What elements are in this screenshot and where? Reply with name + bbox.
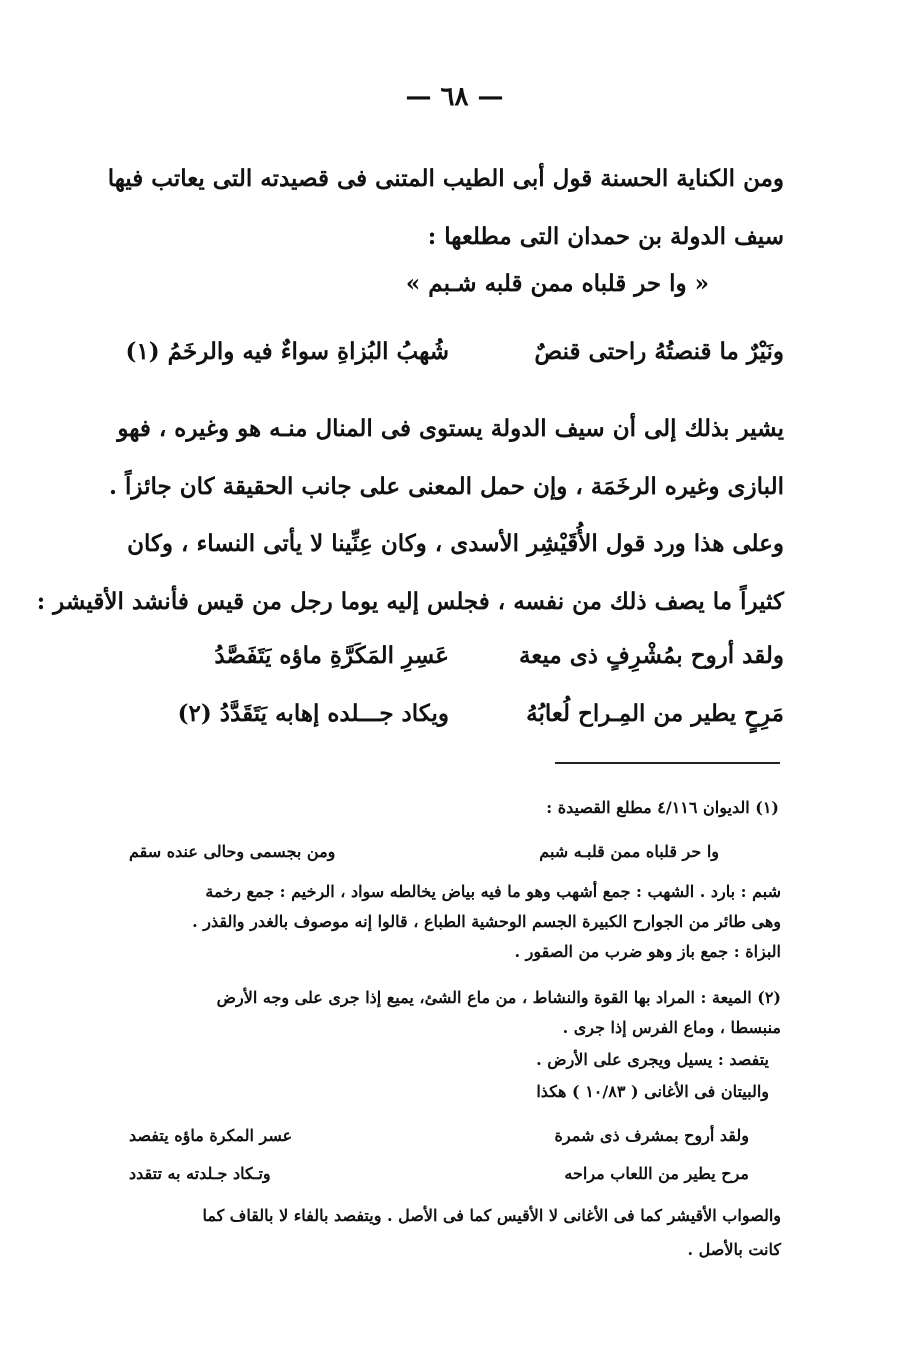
paragraph-2-line-2: البازى وغيره الرخَمَة ، وإن حمل المعنى على جانب الحقيقة كان جائزاً . xyxy=(108,473,784,500)
footnote-divider xyxy=(555,762,780,764)
footnote-2-line-5: والصواب الأقيشر كما فى الأغانى لا الأقيس كما فى الأصل . ويتفصد بالفاء لا بالقاف كما xyxy=(202,1206,781,1225)
footnote-2-verse-2-left: وتـكاد جـلدته به تتقدد xyxy=(129,1164,271,1183)
footnote-2-line-6: كانت بالأصل . xyxy=(687,1240,781,1259)
footnote-2-line-2: منبسطا ، وماع الفرس إذا جرى . xyxy=(562,1018,781,1037)
paragraph-2 xyxy=(108,400,784,516)
opening-verse: « وا حر قلباه ممن قلبه شـبم » xyxy=(405,270,709,297)
intro-line-2: سيف الدولة بن حمدان التى مطلعها : xyxy=(427,223,784,250)
footnote-1-line-3: البزاة : جمع باز وهو ضرب من الصقور . xyxy=(514,942,781,961)
verse-3-second-hemistich: ويكاد جـــلده إهابه يَتَقَدَّدُ (٢) xyxy=(177,700,449,727)
verse-3-first-hemistich: مَرِحٍ يطير من المِـراح لُعابُهُ xyxy=(526,700,784,727)
verse-1-first-hemistich: ونَيْرٌ ما قنصتُهُ راحتى قنصٌ xyxy=(534,338,784,365)
footnote-1-verse-right: وا حر قلباه ممن قلبـه شبم xyxy=(539,842,719,861)
intro-line-1: ومن الكناية الحسنة قول أبى الطيب المتنى فى قصيدته التى يعاتب فيها xyxy=(107,165,784,192)
footnote-1-title: (١) الديوان ٤/١١٦ مطلع القصيدة : xyxy=(546,798,779,817)
footnote-1-line-1: شبم : بارد . الشهب : جمع أشهب وهو ما فيه بياض يخالطه سواد ، الرخيم : جمع رخمة xyxy=(205,882,781,901)
footnote-2-line-1: (٢) الميعة : المراد بها القوة والنشاط ، من ماع الشئ، يميع إذا جرى على وجه الأرض xyxy=(216,988,781,1007)
paragraph-2-line-1: يشير بذلك إلى أن سيف الدولة يستوى فى المنال منـه هو وغيره ، فهو xyxy=(117,415,784,442)
intro-paragraph xyxy=(107,150,784,266)
paragraph-3 xyxy=(36,515,784,631)
footnote-1-verse-left: ومن بجسمى وحالى عنده سقم xyxy=(129,842,336,861)
verse-2-second-hemistich: عَسِرِ المَكَرَّةِ ماؤه يَتَفَصَّدُ xyxy=(214,642,449,669)
paragraph-3-line-1: وعلى هذا ورد قول الأُقَيْشِر الأسدى ، وكان عِنِّينا لا يأتى النساء ، وكان xyxy=(127,530,784,557)
page-number: — ٦٨ — xyxy=(405,82,504,112)
footnote-1-line-2: وهى طائر من الجوارح الكبيرة الجسم الوحشية الطباع ، قالوا إنه موصوف بالغدر والقذر . xyxy=(192,912,781,931)
footnote-2-line-3: يتفصد : يسيل ويجرى على الأرض . xyxy=(536,1050,769,1069)
footnote-2-line-4: والبيتان فى الأغانى ( ١٠/٨٣ ) هكذا xyxy=(536,1082,769,1101)
paragraph-3-line-2: كثيراً ما يصف ذلك من نفسه ، فجلس إليه يوما رجل من قيس فأنشد الأقيشر : xyxy=(36,588,784,615)
footnote-2-verse-1-left: عسر المكرة ماؤه يتفصد xyxy=(129,1126,293,1145)
verse-1-second-hemistich: شُهبُ البُزاةِ سواءٌ فيه والرخَمُ (١) xyxy=(125,338,449,365)
verse-2-first-hemistich: ولقد أروح بمُشْرِفٍ ذى ميعة xyxy=(519,642,784,669)
footnote-2-verse-1-right: ولقد أروح بمشرف ذى شمرة xyxy=(554,1126,749,1145)
footnote-2-verse-2-right: مرح يطير من اللعاب مراحه xyxy=(564,1164,749,1183)
